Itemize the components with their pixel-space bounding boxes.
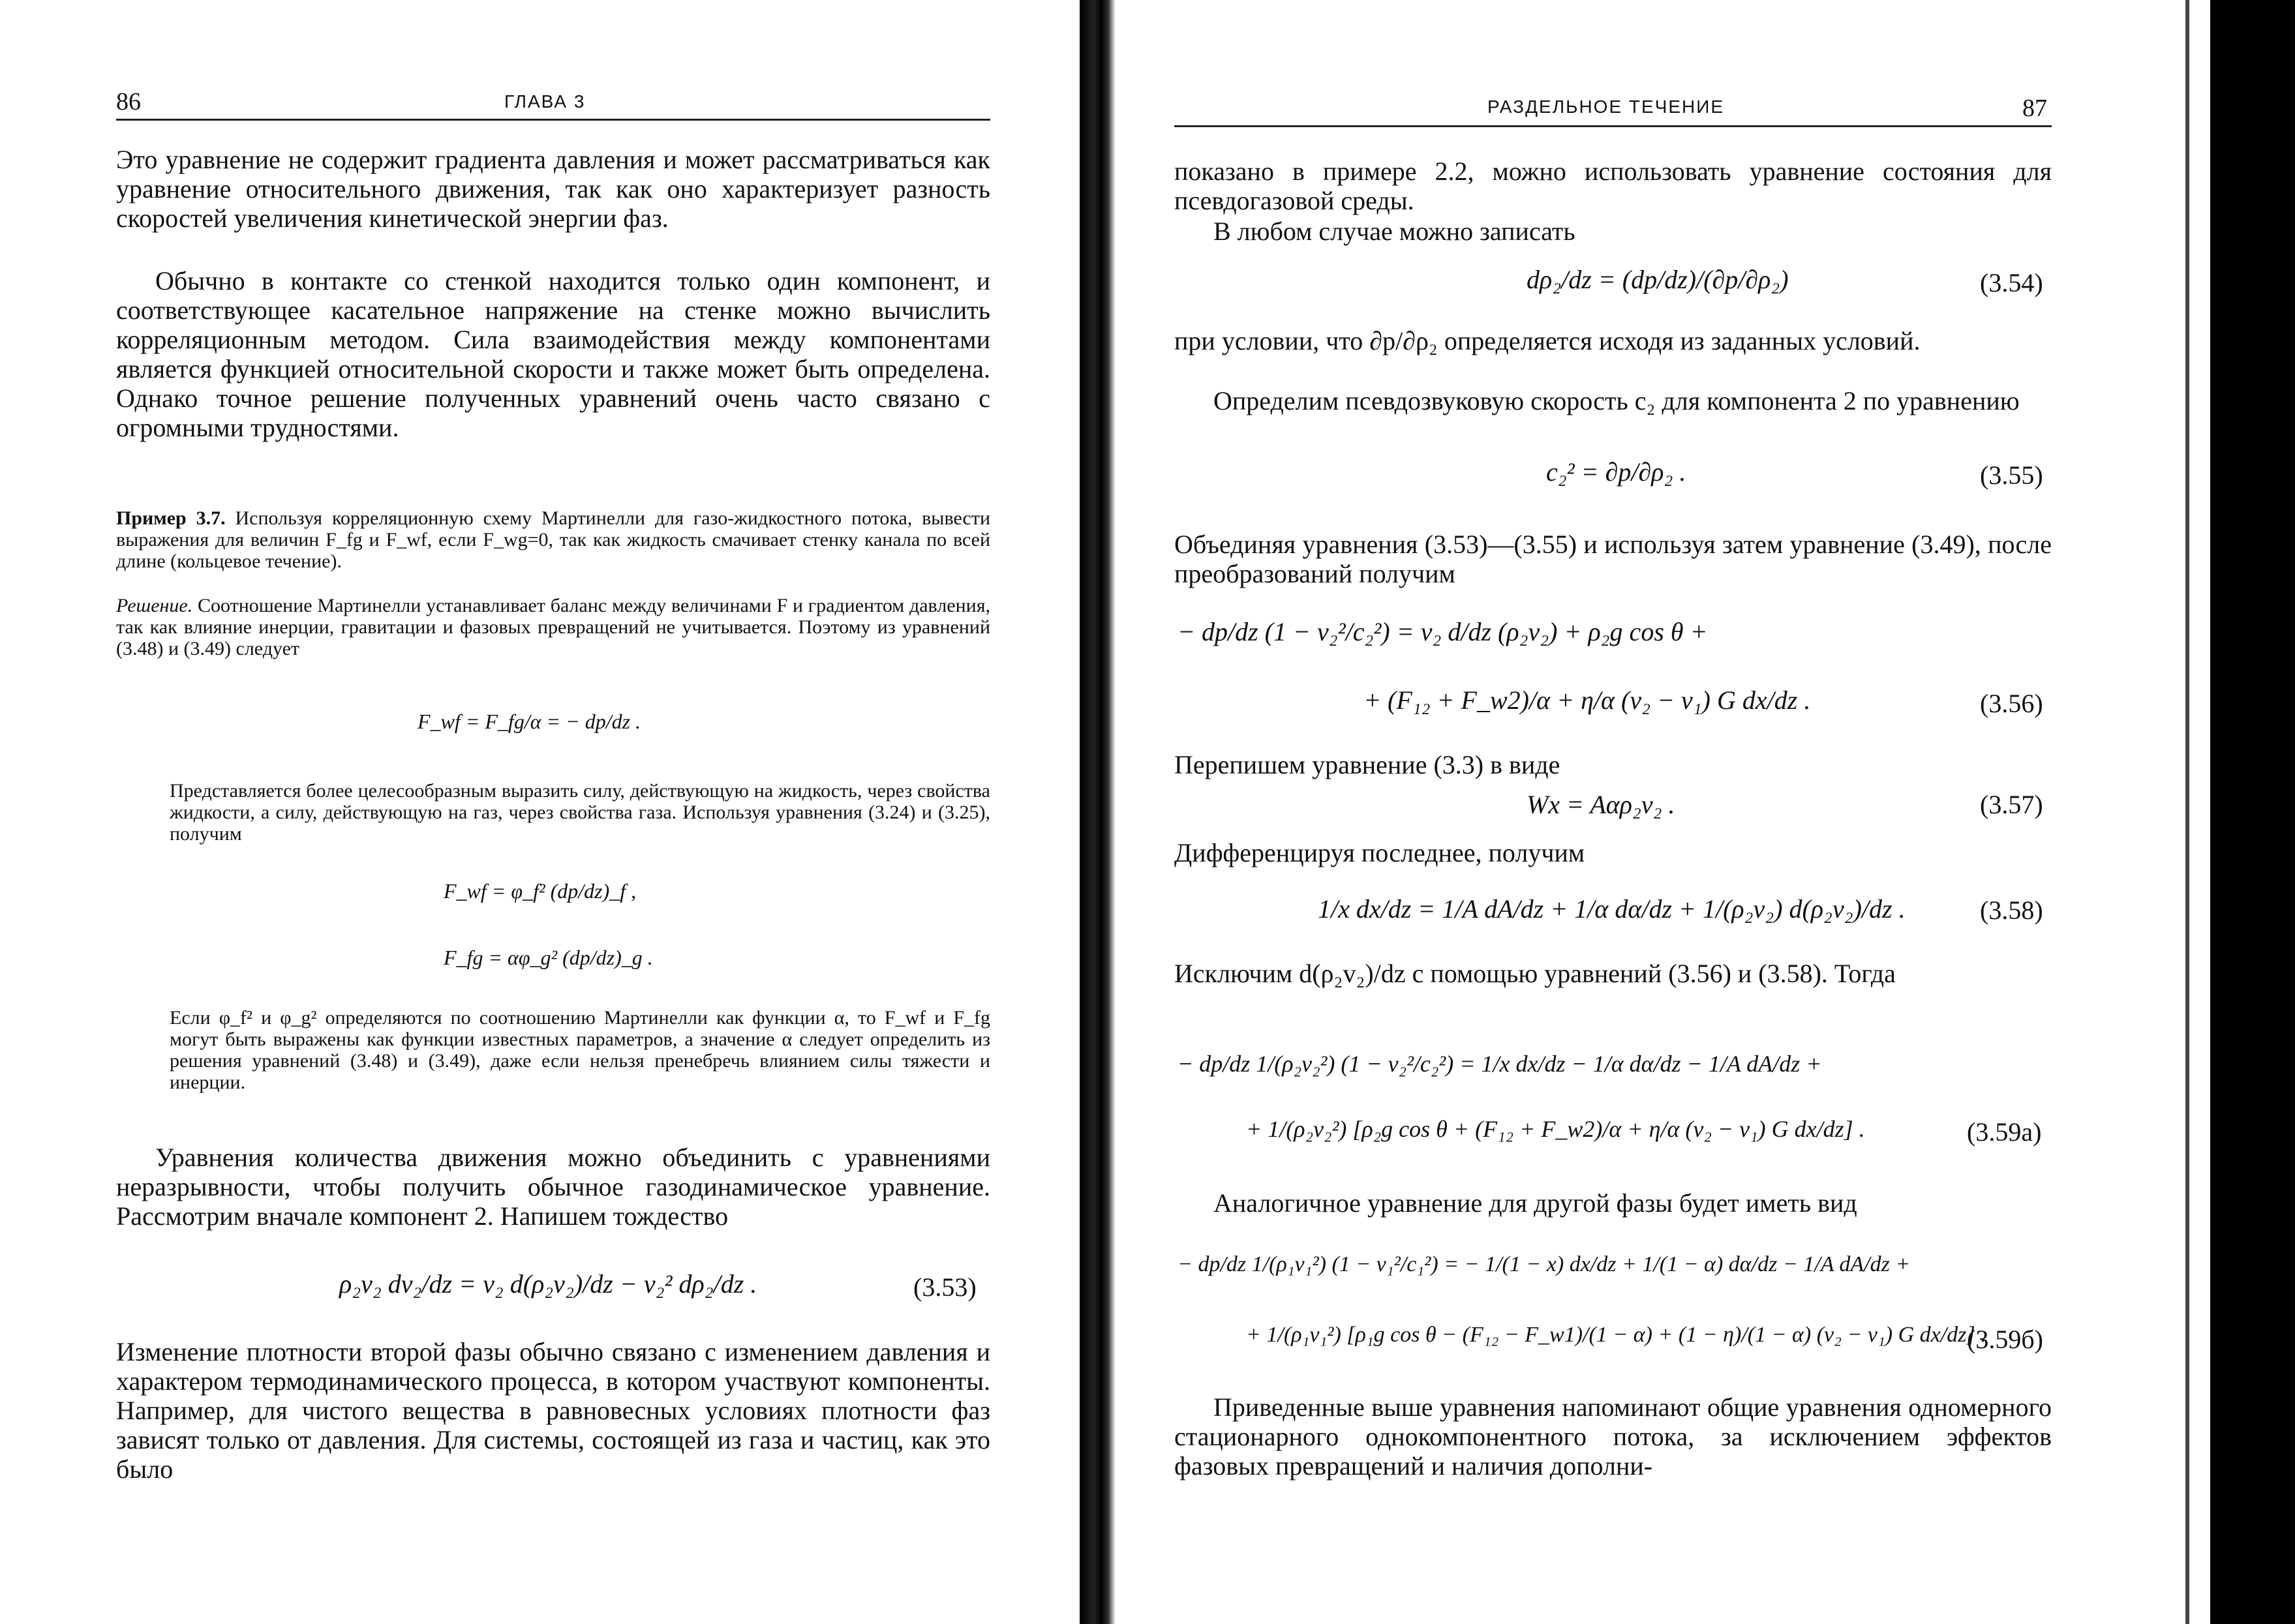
equation-number: (3.54) [1980, 268, 2043, 297]
page-edge-line [2185, 0, 2189, 1624]
example-text: Используя корреляционную схему Мартинелли для газо-жидкостного потока, вывести выражения для величин F_fg и F_wf, если F_wg=0, так как жидкость смачивает стенку канала по всей длине (кольцевое течение). [116, 507, 990, 572]
header-rule [116, 119, 990, 121]
equation-3-57: Wx = Aαρ₂v₂ . [1527, 790, 1675, 819]
equation-number: (3.53) [913, 1272, 977, 1302]
equation-number: (3.59б) [1967, 1325, 2043, 1354]
equation: F_wf = φ_f² (dp/dz)_f , [444, 879, 637, 903]
paragraph: Аналогичное уравнение для другой фазы будет иметь вид [1213, 1188, 1857, 1218]
equation-3-59a-line2: + 1/(ρ₂v₂²) [ρ₂g cos θ + (F₁₂ + F_w2)/α + η/α (v₂ − v₁) G dx/dz] . [1246, 1116, 1865, 1142]
equation-number: (3.58) [1980, 895, 2043, 925]
paragraph: Обычно в контакте со стенкой находится только один компонент, и соответствующее касательное напряжение на стенке можно вычислить корреляционным методом. Сила взаимодействия между компонентами является функцией относительной скорости и также может быть определена. Однако точное решение полученных уравнений очень часто связано с огромными трудностями. [116, 266, 990, 442]
paragraph: Дифференцируя последнее, получим [1174, 838, 1585, 867]
equation-3-56-line1: − dp/dz (1 − v₂²/c₂²) = v₂ d/dz (ρ₂v₂) + ρ₂g cos θ + [1178, 617, 1708, 646]
solution-text: Соотношение Мартинелли устанавливает баланс между величинами F и градиентом давления, так как влияние инерции, гравитации и фазовых превращений не учитывается. Поэтому из уравнений (3.48) и (3.49) следует [116, 595, 991, 659]
paragraph: Это уравнение не содержит градиента давления и может рассматриваться как уравнение относительного движения, так как оно характеризует разность скоростей увеличения кинетической энергии фаз. [116, 145, 990, 233]
paragraph: Определим псевдозвуковую скорость c₂ для компонента 2 по уравнению [1213, 386, 2020, 415]
equation-3-56-line2: + (F₁₂ + F_w2)/α + η/α (v₂ − v₁) G dx/dz . [1363, 685, 1811, 715]
paragraph: Объединяя уравнения (3.53)—(3.55) и используя затем уравнение (3.49), после преобразований получим [1174, 530, 2052, 588]
equation-number: (3.59а) [1967, 1117, 2042, 1147]
equation: F_wf = F_fg/α = − dp/dz . [418, 710, 641, 733]
equation-3-59b-line2: + 1/(ρ₁v₁²) [ρ₁g cos θ − (F₁₂ − F_w1)/(1 − α) + (1 − η)/(1 − α) (v₂ − v₁) G dx/dz] . [1246, 1323, 1986, 1347]
paragraph: Изменение плотности второй фазы обычно связано с изменением давления и характером термодинамического процесса, в котором участвуют компоненты. Например, для чистого вещества в равновесных условиях плотности фаз зависят только от давления. Для системы, состоящей из газа и частиц, как это было [116, 1337, 990, 1484]
example-block [116, 507, 990, 572]
paragraph: В любом случае можно записать [1213, 217, 1575, 246]
example-label: Пример 3.7. [116, 507, 226, 529]
equation-number: (3.57) [1980, 790, 2043, 819]
paragraph: показано в примере 2.2, можно использовать уравнение состояния для псевдогазовой среды. [1174, 157, 2052, 215]
page-number: 87 [2022, 95, 2047, 122]
header-rule [1174, 125, 2052, 127]
running-head: ГЛАВА 3 [504, 91, 586, 112]
equation-3-59b-line1: − dp/dz 1/(ρ₁v₁²) (1 − v₁²/c₁²) = − 1/(1 − x) dx/dz + 1/(1 − α) dα/dz − 1/A dA/dz + [1178, 1252, 1911, 1276]
right-page [1083, 0, 2107, 1624]
left-page [0, 0, 1070, 1624]
equation-3-59a-line1: − dp/dz 1/(ρ₂v₂²) (1 − v₂²/c₂²) = 1/x dx/dz − 1/α dα/dz − 1/A dA/dz + [1178, 1051, 1822, 1077]
paragraph: Уравнения количества движения можно объединить с уравнениями неразрывности, чтобы получить обычное газодинамическое уравнение. Рассмотрим вначале компонент 2. Напишем тождество [116, 1143, 990, 1231]
equation-3-54: dρ₂/dz = (dp/dz)/(∂p/∂ρ₂) [1527, 265, 1789, 294]
equation-3-55: c₂² = ∂p/∂ρ₂ . [1546, 457, 1686, 487]
equation-3-58: 1/x dx/dz = 1/A dA/dz + 1/α dα/dz + 1/(ρ₂v₂) d(ρ₂v₂)/dz . [1318, 894, 1906, 924]
equation-number: (3.56) [1980, 689, 2043, 718]
paragraph: Представляется более целесообразным выразить силу, действующую на жидкость, через свойства жидкости, а силу, действующую на газ, через свойства газа. Используя уравнения (3.24) и (3.25), получим [170, 780, 990, 845]
page-number: 86 [116, 88, 141, 115]
solution-block [116, 595, 990, 659]
paragraph: при условии, что ∂p/∂ρ₂ определяется исходя из заданных условий. [1174, 326, 1921, 355]
paragraph: Приведенные выше уравнения напоминают общие уравнения одномерного стационарного однокомпонентного потока, за исключением эффектов фазовых превращений и наличия дополни- [1174, 1392, 2052, 1481]
equation-number: (3.55) [1980, 460, 2043, 490]
solution-label: Решение. [116, 595, 193, 616]
paragraph: Исключим d(ρ₂v₂)/dz с помощью уравнений (3.56) и (3.58). Тогда [1174, 959, 1896, 988]
equation: F_fg = αφ_g² (dp/dz)_g . [444, 946, 653, 969]
paragraph: Если φ_f² и φ_g² определяются по соотношению Мартинелли как функции α, то F_wf и F_fg могут быть выражены как функции известных параметров, а значение α следует определить из решения уравнений (3.48) и (3.49), даже если нельзя пренебречь влиянием силы тяжести и инерции. [170, 1007, 990, 1093]
equation-3-53: ρ₂v₂ dv₂/dz = v₂ d(ρ₂v₂)/dz − v₂² dρ₂/dz . [339, 1269, 757, 1299]
paragraph: Перепишем уравнение (3.3) в виде [1174, 750, 1560, 779]
scan-black-margin [2210, 0, 2295, 1624]
running-head: РАЗДЕЛЬНОЕ ТЕЧЕНИЕ [1487, 97, 1725, 117]
